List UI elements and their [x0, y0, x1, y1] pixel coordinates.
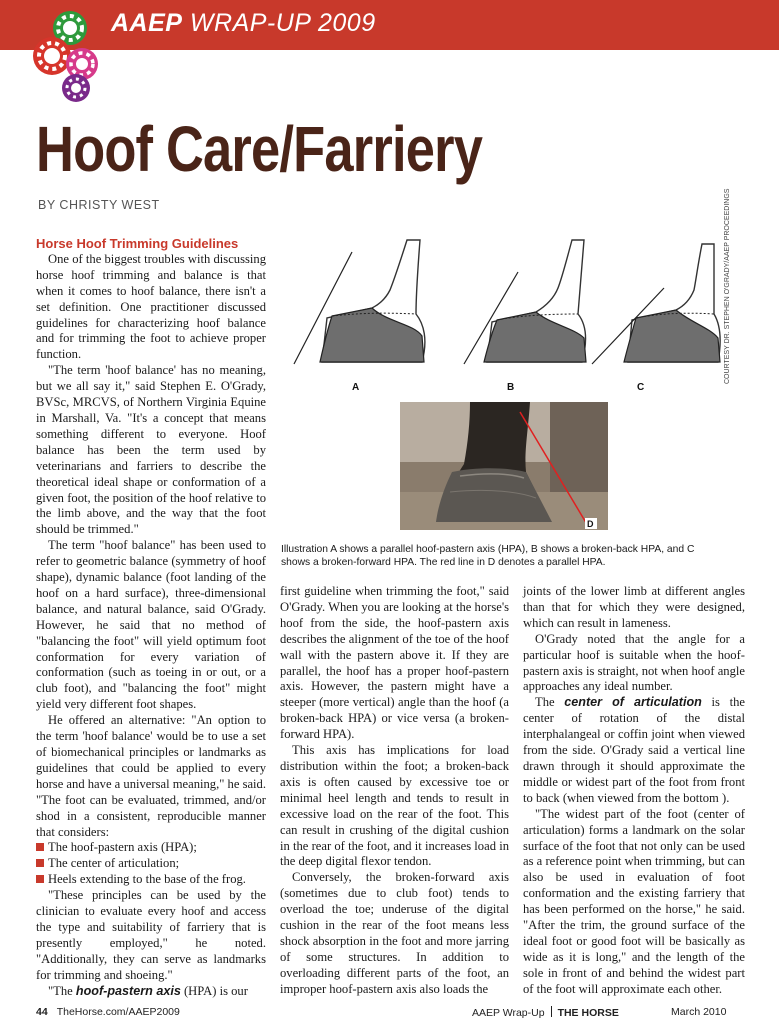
- paragraph: "The term 'hoof balance' has no meaning, but we all say it," said Stephen E. O'Grady, BVSc, MRCVS, of Northern Virginia Equine in Marshall, Va. "It's a concept that means something different to everyone. Hoof balance has been the term used by veterinarians and farriers to describe the theoretical ideal shape or conformation of a given foot, the position of the hoof relative to the limb above, and the way that the foot should be trimmed.": [36, 363, 266, 537]
- paragraph: [36, 984, 266, 1000]
- paragraph-text: The: [535, 695, 565, 710]
- hoof-drawing-b: [464, 240, 586, 364]
- poker-chips-logo: [30, 6, 110, 106]
- footer-publication: AAEP Wrap-Up: [472, 1007, 545, 1019]
- photo-credit-text: COURTESY DR. STEPHEN O'GRADY/AAEP PROCEEDINGS: [724, 188, 731, 384]
- figure-caption: Illustration A shows a parallel hoof-pastern axis (HPA), B shows a broken-back HPA, and C shows a broken-forward HPA. The red line in D denotes a parallel HPA.: [281, 544, 695, 568]
- page-number: 44: [36, 1006, 48, 1018]
- paragraph: This axis has implications for load distribution within the foot; a broken-back axis is often caused by excessive toe or minimal heel length and tends to result in excessive load on the rear of the foot. This can result in crushing of the digital cushion in the rear of the foot, and it increases load in the deep digital flexor tendon.: [280, 743, 509, 869]
- paragraph: He offered an alternative: "An option to the term 'hoof balance' would be to use a set of biomechanical principles or landmarks as guidelines that could be applied to every horse and have a universal meaning," he said. "The foot can be evaluated, trimmed, and/or shod in a consistent, reproducible manner that considers:: [36, 713, 267, 839]
- label-c: C: [637, 382, 645, 393]
- term-hpa: hoof-pastern axis: [75, 983, 181, 998]
- paragraph: The term "hoof balance" has been used to refer to geometric balance (symmetry of hoof shape), dynamic balance (foot landing of the hoof on a hard surface), three-dimensional balance, and natural balance, said O'Grady. However, he said that no method of "balancing the foot" will yield optimum foot conformation for every variation of conformation (such as toeing in or out, or a club foot), and "balancing the foot" might yield very different foot shapes.: [36, 538, 266, 712]
- bullet-item: The center of articulation;: [36, 856, 266, 872]
- label-b: B: [507, 382, 515, 393]
- footer-magazine: THE HORSE: [557, 1007, 619, 1019]
- subhead: Horse Hoof Trimming Guidelines: [36, 236, 239, 251]
- hoof-drawing-c: [592, 244, 720, 364]
- bullet-item: Heels extending to the base of the frog.: [36, 872, 266, 888]
- paragraph: Conversely, the broken-forward axis (sometimes due to club foot) tends to overload the toe; underuse of the digital cushion in the rear of the foot means less shock absorption in the foot and more jarring of some structures. In addition to overloading different parts of the foot, an improper hoof-pastern axis also loads the: [280, 870, 509, 996]
- byline: BY CHRISTY WEST: [38, 198, 160, 212]
- hoof-photo: [400, 402, 608, 530]
- paragraph: One of the biggest troubles with discussing horse hoof trimming and balance is that when it comes to hoof balance, there isn't a set definition. One practitioner discussed guidelines for characterizing hoof balance and for trimming the foot to achieve proper function.: [36, 251, 266, 362]
- label-d: D: [587, 519, 594, 529]
- banner-section: AAEP: [111, 9, 183, 37]
- term-center-of-articulation: center of articulation: [564, 695, 702, 710]
- column-2: [280, 584, 509, 998]
- label-a: A: [352, 382, 360, 393]
- paragraph: joints of the lower limb at different angles than that for which they were designed, which can result in lameness.: [523, 584, 745, 630]
- banner-title: [111, 9, 376, 38]
- paragraph-text: "The: [48, 983, 76, 998]
- paragraph: first guideline when trimming the foot," said O'Grady. When you are looking at the horse's hoof from the side, the hoof-pastern axis describes the alignment of the toe of the hoof wall with the pastern above it. If they are parallel, the hoof has a proper hoof-pastern axis. However, the pastern might have a steeper (more vertical) angle than the hoof (a broken-back HPA) or vice versa (a broken-forward HPA).: [280, 584, 509, 742]
- column-1: [36, 236, 266, 1000]
- bullet-item: The hoof-pastern axis (HPA);: [36, 840, 266, 856]
- footer-left: [36, 1006, 180, 1018]
- paragraph-text: (HPA) is our: [180, 983, 248, 998]
- footer-url[interactable]: TheHorse.com/AAEP2009: [56, 1006, 180, 1018]
- footer-date: March 2010: [671, 1006, 727, 1018]
- column-3: [523, 584, 745, 998]
- hoof-drawing-a: [294, 240, 425, 364]
- paragraph: "These principles can be used by the clinician to evaluate every hoof and access the type and suitability of farriery that is presently employed," he noted. "Additionally, they can serve as landmarks for trimming and shoeing.": [36, 888, 266, 982]
- footer-divider: [551, 1006, 552, 1017]
- paragraph: [523, 695, 745, 806]
- hoof-illustration: [282, 232, 722, 400]
- photo-credit: [724, 188, 731, 384]
- banner-subtitle: WRAP-UP 2009: [189, 9, 376, 37]
- article-title: Hoof Care/Farriery: [36, 113, 483, 185]
- paragraph: "The widest part of the foot (center of articulation) forms a landmark on the solar surface of the foot that not only can be used as a reference point when trimming, but can also be used in evaluation of foot conformation and the existing farriery that has been performed on the horse," he said. "After the trim, the ground surface of the ideal foot or good foot will be basically as wide as it is long," and the length of the sole in front of and behind the widest part of the foot will approximate each other.: [523, 806, 745, 996]
- footer-center: [472, 1006, 619, 1019]
- paragraph-text: is the center of rotation of the distal interphalangeal or coffin joint when viewed from the side. O'Grady said a vertical line drawn through it should approximate the middle or widest part of the foot from front to back (when viewed from the bottom ).: [523, 695, 745, 805]
- paragraph: O'Grady noted that the angle for a particular hoof is suitable when the hoof-pastern axis is straight, not when hoof angle approaches any ideal number.: [523, 631, 745, 694]
